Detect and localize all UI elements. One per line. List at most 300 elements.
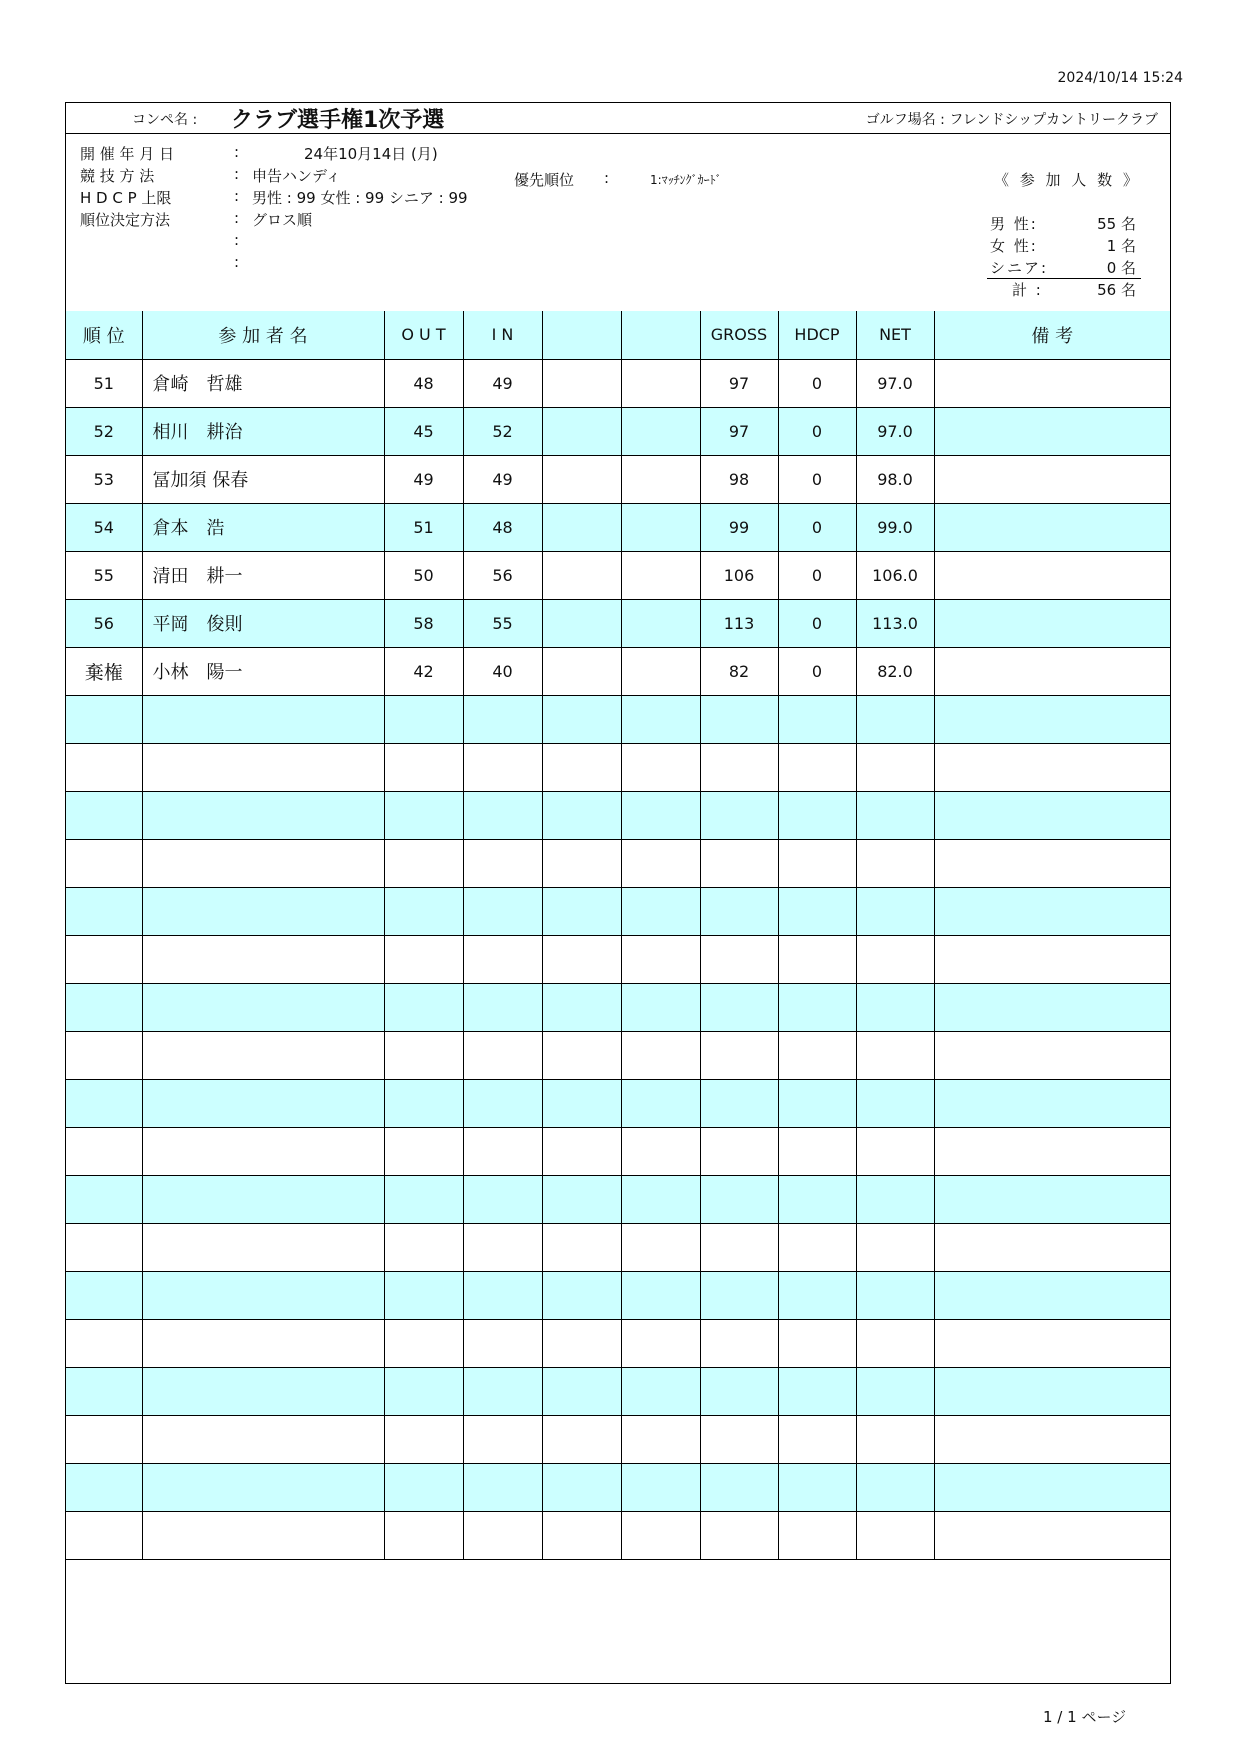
empty-cell — [934, 887, 1170, 935]
date-colon: : — [234, 143, 240, 161]
remarks-cell — [934, 551, 1170, 599]
out-cell: 51 — [384, 503, 463, 551]
blank-colon: : — [234, 231, 240, 249]
empty-cell — [384, 1319, 463, 1367]
empty-cell — [856, 935, 934, 983]
empty-row — [66, 1415, 1170, 1463]
empty-cell — [384, 983, 463, 1031]
table-header — [66, 311, 1170, 359]
empty-cell — [621, 887, 700, 935]
blank-cell — [542, 551, 621, 599]
empty-cell — [66, 743, 142, 791]
empty-cell — [142, 1175, 384, 1223]
empty-cell — [463, 1415, 542, 1463]
empty-cell — [700, 1319, 778, 1367]
empty-cell — [856, 1271, 934, 1319]
title-bar — [66, 103, 1170, 134]
empty-cell — [463, 695, 542, 743]
empty-cell — [934, 1175, 1170, 1223]
empty-cell — [856, 1031, 934, 1079]
hdcp-cell: 0 — [778, 647, 856, 695]
competition-label: コンペ名 : — [132, 112, 198, 128]
ranking-method-value: グロス順 — [252, 211, 313, 229]
in-cell: 48 — [463, 503, 542, 551]
empty-cell — [778, 839, 856, 887]
empty-cell — [621, 983, 700, 1031]
empty-cell — [778, 887, 856, 935]
ranking-method-label: 順位決定方法 — [80, 211, 171, 229]
empty-cell — [463, 1079, 542, 1127]
empty-cell — [66, 1271, 142, 1319]
empty-cell — [542, 1415, 621, 1463]
empty-cell — [700, 1463, 778, 1511]
empty-cell — [384, 1367, 463, 1415]
net-cell: 113.0 — [856, 599, 934, 647]
ranking-method-colon: : — [234, 209, 240, 227]
empty-cell — [700, 695, 778, 743]
blank-cell — [621, 551, 700, 599]
hdcp-cell: 0 — [778, 551, 856, 599]
empty-cell — [66, 1127, 142, 1175]
empty-cell — [856, 983, 934, 1031]
empty-cell — [384, 839, 463, 887]
empty-cell — [621, 1319, 700, 1367]
out-cell: 58 — [384, 599, 463, 647]
empty-cell — [700, 791, 778, 839]
remarks-cell — [934, 359, 1170, 407]
empty-cell — [142, 1271, 384, 1319]
empty-cell — [66, 1175, 142, 1223]
empty-cell — [142, 743, 384, 791]
gross-cell: 99 — [700, 503, 778, 551]
empty-cell — [778, 1031, 856, 1079]
empty-cell — [463, 935, 542, 983]
empty-cell — [934, 935, 1170, 983]
blank-cell — [542, 647, 621, 695]
gross-cell: 82 — [700, 647, 778, 695]
rank-cell: 54 — [66, 503, 142, 551]
empty-cell — [778, 983, 856, 1031]
empty-cell — [542, 1079, 621, 1127]
method-label: 競 技 方 法 — [80, 167, 155, 185]
empty-cell — [142, 1415, 384, 1463]
empty-cell — [621, 1511, 700, 1559]
net-cell: 82.0 — [856, 647, 934, 695]
empty-cell — [856, 1175, 934, 1223]
remarks-cell — [934, 407, 1170, 455]
empty-cell — [66, 1367, 142, 1415]
rank-cell: 55 — [66, 551, 142, 599]
empty-cell — [142, 1319, 384, 1367]
table-row — [66, 455, 1170, 503]
hdcp-cell: 0 — [778, 455, 856, 503]
empty-row — [66, 983, 1170, 1031]
col-gross: GROSS — [700, 311, 778, 359]
empty-cell — [542, 1367, 621, 1415]
hdcp-limit-colon: : — [234, 187, 240, 205]
priority-label: 優先順位 — [514, 171, 575, 189]
total-value: 56 名 — [1097, 281, 1136, 299]
in-cell: 49 — [463, 359, 542, 407]
empty-cell — [778, 935, 856, 983]
empty-cell — [700, 1223, 778, 1271]
empty-cell — [621, 1271, 700, 1319]
senior-count-row — [990, 257, 1136, 279]
blank-cell — [542, 407, 621, 455]
empty-cell — [778, 1127, 856, 1175]
empty-cell — [384, 1223, 463, 1271]
priority-value: 1:ﾏｯﾁﾝｸﾞｶｰﾄﾞ — [650, 173, 722, 187]
out-cell: 45 — [384, 407, 463, 455]
empty-cell — [384, 743, 463, 791]
empty-cell — [463, 1175, 542, 1223]
empty-cell — [700, 983, 778, 1031]
gross-cell: 97 — [700, 407, 778, 455]
empty-cell — [463, 887, 542, 935]
rank-cell: 56 — [66, 599, 142, 647]
name-cell: 平岡 俊則 — [142, 599, 384, 647]
hdcp-cell: 0 — [778, 503, 856, 551]
empty-cell — [542, 791, 621, 839]
col-out: O U T — [384, 311, 463, 359]
empty-cell — [66, 983, 142, 1031]
in-cell: 40 — [463, 647, 542, 695]
empty-cell — [463, 839, 542, 887]
empty-cell — [934, 1319, 1170, 1367]
net-cell: 98.0 — [856, 455, 934, 503]
empty-cell — [621, 935, 700, 983]
empty-row — [66, 695, 1170, 743]
empty-cell — [621, 1367, 700, 1415]
empty-cell — [856, 1319, 934, 1367]
empty-cell — [700, 839, 778, 887]
empty-cell — [142, 1511, 384, 1559]
empty-cell — [142, 1367, 384, 1415]
col-net: NET — [856, 311, 934, 359]
empty-cell — [542, 1127, 621, 1175]
empty-cell — [856, 1415, 934, 1463]
net-cell: 97.0 — [856, 407, 934, 455]
table-row — [66, 599, 1170, 647]
empty-cell — [142, 791, 384, 839]
name-cell: 冨加須 保春 — [142, 455, 384, 503]
empty-cell — [384, 935, 463, 983]
hdcp-cell: 0 — [778, 407, 856, 455]
empty-cell — [778, 1271, 856, 1319]
empty-cell — [66, 1079, 142, 1127]
empty-cell — [66, 1511, 142, 1559]
empty-cell — [142, 935, 384, 983]
female-count-row — [990, 235, 1136, 257]
table-row — [66, 551, 1170, 599]
empty-cell — [142, 1127, 384, 1175]
empty-cell — [856, 791, 934, 839]
empty-cell — [384, 1079, 463, 1127]
empty-cell — [934, 1127, 1170, 1175]
method-colon: : — [234, 165, 240, 183]
empty-cell — [66, 935, 142, 983]
empty-cell — [142, 887, 384, 935]
empty-row — [66, 1271, 1170, 1319]
empty-cell — [66, 1223, 142, 1271]
empty-cell — [142, 1079, 384, 1127]
empty-cell — [463, 1271, 542, 1319]
empty-row — [66, 1031, 1170, 1079]
gross-cell: 98 — [700, 455, 778, 503]
empty-cell — [856, 1223, 934, 1271]
senior-label: シニア: — [990, 259, 1049, 277]
empty-row — [66, 1463, 1170, 1511]
empty-cell — [700, 1079, 778, 1127]
empty-cell — [621, 839, 700, 887]
competition-name: クラブ選手権1次予選 — [231, 108, 445, 133]
empty-cell — [142, 695, 384, 743]
empty-cell — [778, 743, 856, 791]
empty-cell — [542, 695, 621, 743]
empty-cell — [778, 1367, 856, 1415]
blank-colon: : — [234, 253, 240, 271]
empty-cell — [934, 791, 1170, 839]
empty-cell — [934, 983, 1170, 1031]
empty-cell — [778, 695, 856, 743]
remarks-cell — [934, 503, 1170, 551]
empty-cell — [621, 1175, 700, 1223]
blank-cell — [621, 503, 700, 551]
empty-cell — [384, 791, 463, 839]
net-cell: 99.0 — [856, 503, 934, 551]
remarks-cell — [934, 647, 1170, 695]
empty-cell — [856, 695, 934, 743]
empty-cell — [463, 743, 542, 791]
empty-cell — [463, 1223, 542, 1271]
result-sheet — [65, 102, 1171, 1684]
in-cell: 49 — [463, 455, 542, 503]
empty-cell — [778, 1079, 856, 1127]
empty-cell — [542, 1463, 621, 1511]
empty-cell — [621, 791, 700, 839]
empty-cell — [778, 1223, 856, 1271]
empty-cell — [856, 887, 934, 935]
empty-cell — [778, 791, 856, 839]
empty-cell — [384, 1127, 463, 1175]
empty-cell — [542, 887, 621, 935]
empty-row — [66, 1319, 1170, 1367]
empty-cell — [463, 1319, 542, 1367]
empty-cell — [463, 791, 542, 839]
empty-cell — [856, 1511, 934, 1559]
empty-cell — [856, 1127, 934, 1175]
empty-cell — [66, 839, 142, 887]
date-label: 開 催 年 月 日 — [80, 145, 175, 163]
name-cell: 倉崎 哲雄 — [142, 359, 384, 407]
gross-cell: 113 — [700, 599, 778, 647]
empty-cell — [66, 1031, 142, 1079]
empty-cell — [142, 983, 384, 1031]
empty-cell — [66, 887, 142, 935]
rank-cell: 棄権 — [66, 647, 142, 695]
empty-cell — [621, 1415, 700, 1463]
empty-cell — [542, 1031, 621, 1079]
male-label: 男 性: — [990, 215, 1038, 233]
empty-cell — [542, 983, 621, 1031]
blank-cell — [542, 455, 621, 503]
empty-cell — [542, 1271, 621, 1319]
in-cell: 55 — [463, 599, 542, 647]
empty-cell — [384, 1031, 463, 1079]
table-row — [66, 359, 1170, 407]
gross-cell: 106 — [700, 551, 778, 599]
net-cell: 97.0 — [856, 359, 934, 407]
empty-cell — [856, 839, 934, 887]
empty-cell — [621, 695, 700, 743]
male-value: 55 名 — [1097, 215, 1136, 233]
method-value: 申告ハンディ — [252, 167, 341, 185]
empty-row — [66, 1367, 1170, 1415]
empty-cell — [856, 1367, 934, 1415]
empty-cell — [463, 1463, 542, 1511]
out-cell: 48 — [384, 359, 463, 407]
blank-cell — [621, 455, 700, 503]
empty-cell — [463, 1367, 542, 1415]
name-cell: 清田 耕一 — [142, 551, 384, 599]
in-cell: 56 — [463, 551, 542, 599]
col-hdcp: HDCP — [778, 311, 856, 359]
empty-cell — [66, 1415, 142, 1463]
gross-cell: 97 — [700, 359, 778, 407]
empty-cell — [542, 1175, 621, 1223]
blank-cell — [621, 647, 700, 695]
blank-cell — [542, 599, 621, 647]
priority-colon: : — [604, 169, 610, 187]
empty-cell — [621, 743, 700, 791]
empty-cell — [934, 743, 1170, 791]
total-label: 計 : — [1012, 281, 1043, 299]
empty-cell — [384, 887, 463, 935]
empty-cell — [778, 1415, 856, 1463]
empty-row — [66, 743, 1170, 791]
empty-cell — [621, 1463, 700, 1511]
col-in: I N — [463, 311, 542, 359]
empty-cell — [542, 743, 621, 791]
name-cell: 相川 耕治 — [142, 407, 384, 455]
col-rank: 順 位 — [66, 311, 142, 359]
empty-cell — [542, 1319, 621, 1367]
table-row — [66, 503, 1170, 551]
remarks-cell — [934, 599, 1170, 647]
empty-cell — [384, 1511, 463, 1559]
empty-cell — [700, 1367, 778, 1415]
info-section — [66, 133, 1170, 312]
out-cell: 50 — [384, 551, 463, 599]
results-table — [66, 311, 1170, 1560]
empty-row — [66, 791, 1170, 839]
course-name: ゴルフ場名 : フレンドシップカントリークラブ — [865, 112, 1158, 128]
empty-cell — [621, 1223, 700, 1271]
remarks-cell — [934, 455, 1170, 503]
empty-row — [66, 1223, 1170, 1271]
in-cell: 52 — [463, 407, 542, 455]
empty-cell — [934, 1271, 1170, 1319]
empty-cell — [66, 1319, 142, 1367]
table-row — [66, 647, 1170, 695]
empty-cell — [384, 695, 463, 743]
hdcp-cell: 0 — [778, 599, 856, 647]
empty-cell — [142, 1223, 384, 1271]
col-blank — [621, 311, 700, 359]
empty-cell — [856, 743, 934, 791]
empty-cell — [621, 1031, 700, 1079]
empty-cell — [142, 839, 384, 887]
empty-cell — [463, 1031, 542, 1079]
empty-cell — [778, 1511, 856, 1559]
empty-cell — [856, 1463, 934, 1511]
timestamp: 2024/10/14 15:24 — [1057, 70, 1183, 86]
empty-cell — [542, 1223, 621, 1271]
empty-row — [66, 1079, 1170, 1127]
date-value: 24年10月14日 (月) — [304, 145, 438, 163]
empty-cell — [621, 1127, 700, 1175]
blank-cell — [542, 359, 621, 407]
empty-cell — [778, 1463, 856, 1511]
hdcp-limit-value: 男性 : 99 女性 : 99 シニア : 99 — [252, 189, 468, 207]
empty-cell — [66, 1463, 142, 1511]
col-name: 参 加 者 名 — [142, 311, 384, 359]
blank-cell — [542, 503, 621, 551]
empty-cell — [934, 1511, 1170, 1559]
empty-row — [66, 1127, 1170, 1175]
empty-cell — [934, 1031, 1170, 1079]
empty-cell — [778, 1319, 856, 1367]
empty-cell — [934, 1223, 1170, 1271]
empty-cell — [934, 1415, 1170, 1463]
empty-cell — [934, 1079, 1170, 1127]
empty-cell — [700, 1175, 778, 1223]
col-remarks: 備 考 — [934, 311, 1170, 359]
empty-cell — [542, 1511, 621, 1559]
empty-cell — [856, 1079, 934, 1127]
total-count-row — [990, 279, 1136, 301]
empty-cell — [463, 1127, 542, 1175]
empty-cell — [142, 1031, 384, 1079]
col-blank — [542, 311, 621, 359]
rank-cell: 52 — [66, 407, 142, 455]
participants-title: 《 参 加 人 数 》 — [994, 171, 1141, 189]
hdcp-limit-label: H D C P 上限 — [80, 189, 172, 207]
empty-row — [66, 1511, 1170, 1559]
table-row — [66, 407, 1170, 455]
empty-cell — [700, 1127, 778, 1175]
empty-cell — [700, 1415, 778, 1463]
empty-cell — [542, 839, 621, 887]
empty-cell — [384, 1175, 463, 1223]
male-count-row — [990, 213, 1136, 235]
out-cell: 42 — [384, 647, 463, 695]
net-cell: 106.0 — [856, 551, 934, 599]
empty-cell — [542, 935, 621, 983]
blank-cell — [621, 407, 700, 455]
senior-value: 0 名 — [1106, 259, 1136, 277]
blank-cell — [621, 599, 700, 647]
empty-cell — [934, 839, 1170, 887]
blank-cell — [621, 359, 700, 407]
empty-cell — [778, 1175, 856, 1223]
empty-row — [66, 1175, 1170, 1223]
empty-cell — [463, 983, 542, 1031]
empty-cell — [700, 935, 778, 983]
female-label: 女 性: — [990, 237, 1038, 255]
empty-cell — [934, 1367, 1170, 1415]
empty-cell — [700, 743, 778, 791]
